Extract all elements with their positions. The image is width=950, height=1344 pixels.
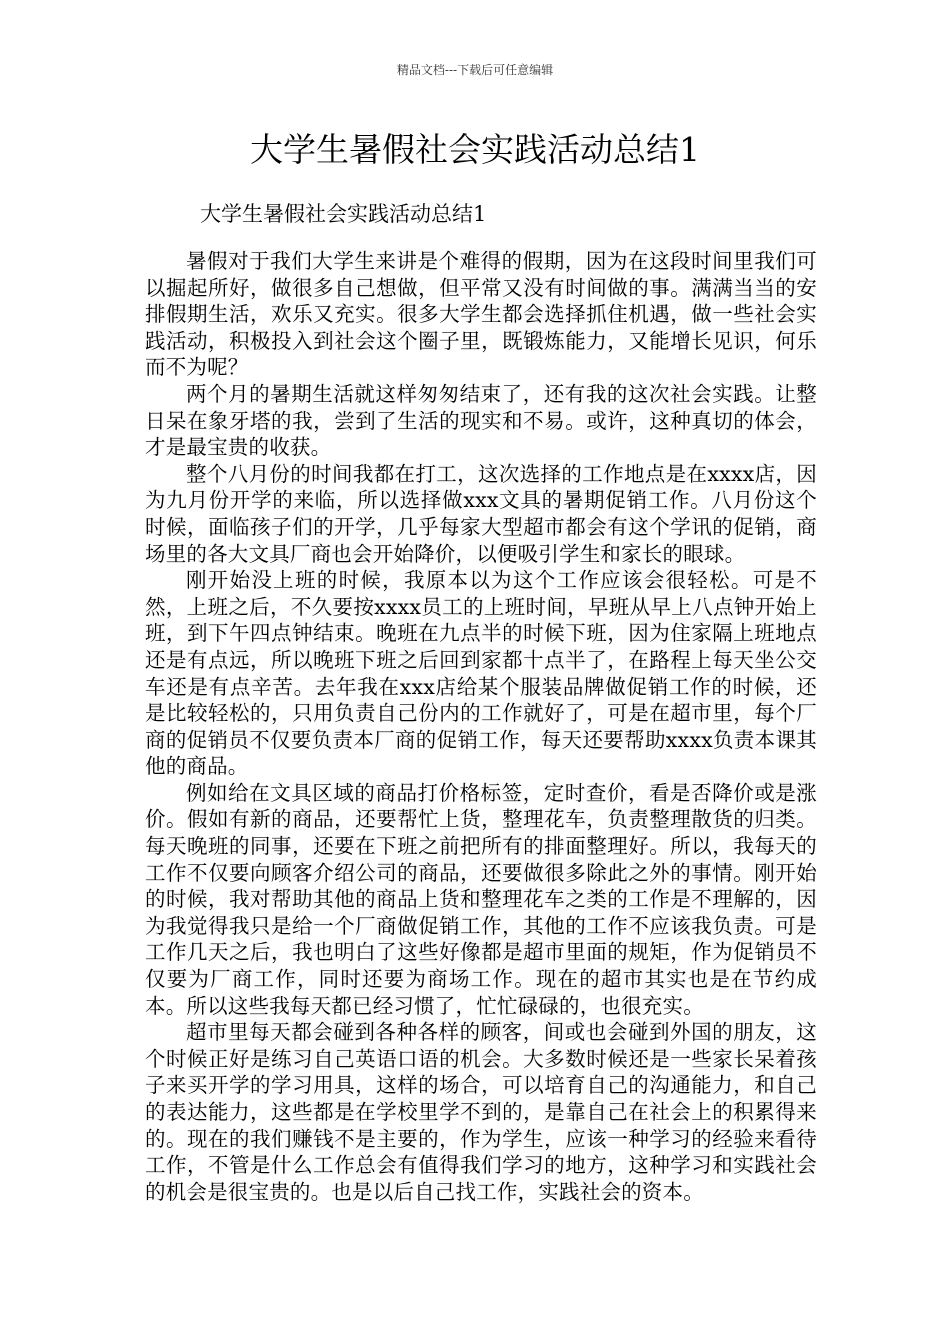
header-note: 精品文档---下载后可任意编辑 <box>396 63 554 77</box>
paragraph-5: 例如给在文具区域的商品打价格标签，定时查价，看是否降价或是涨价。假如有新的商品，还要帮忙上货，整理花车，负责整理散货的归类。每天晚班的同事，还要在下班之前把所有的排面整理好。所以，我每天的工作不仅要向顾客介绍公司的商品，还要做很多除此之外的事情。刚开始的时候，我对帮助其他的商品上货和整理花车之类的工作是不理解的，因为我觉得我只是给一个厂商做促销工作，其他的工作不应该我负责。可是工作几天之后，我也明白了这些好像都是超市里面的规矩，作为促销员不仅要为厂商工作，同时还要为商场工作。现在的超市其实也是在节约成本。所以这些我每天都已经习惯了，忙忙碌碌的，也很充实。 <box>145 780 817 1018</box>
paragraph-1: 暑假对于我们大学生来讲是个难得的假期，因为在这段时间里我们可以掘起所好，做很多自己想做，但平常又没有时间做的事。满满当当的安排假期生活，欢乐又充实。很多大学生都会选择抓住机遇，做一些社会实践活动，积极投入到社会这个圈子里，既锻炼能力，又能增长见识，何乐而不为呢？ <box>145 249 817 380</box>
paragraph-2: 两个月的暑期生活就这样匆匆结束了，还有我的这次社会实践。让整日呆在象牙塔的我，尝到了生活的现实和不易。或许，这种真切的体会，才是最宝贵的收获。 <box>145 381 817 460</box>
paragraph-3: 整个八月份的时间我都在打工，这次选择的工作地点是在xxxx店，因为九月份开学的来临，所以选择做xxx文具的暑期促销工作。八月份这个时候，面临孩子们的开学，几乎每家大型超市都会有这个学讯的促销，商场里的各大文具厂商也会开始降价，以便吸引学生和家长的眼球。 <box>145 461 817 566</box>
paragraph-6: 超市里每天都会碰到各种各样的顾客，间或也会碰到外国的朋友，这个时候正好是练习自己英语口语的机会。大多数时候还是一些家长呆着孩子来买开学的学习用具，这样的场合，可以培育自己的沟通能力，和自己的表达能力，这些都是在学校里学不到的，是靠自己在社会上的积累得来的。现在的我们赚钱不是主要的，作为学生，应该一种学习的经验来看待工作，不管是什么工作总会有值得我们学习的地方，这种学习和实践社会的机会是很宝贵的。也是以后自己找工作，实践社会的资本。 <box>145 1020 817 1204</box>
document-body <box>145 248 817 1205</box>
document-subtitle: 大学生暑假社会实践活动总结1 <box>200 202 487 226</box>
document-title: 大学生暑假社会实践活动总结1 <box>250 130 700 169</box>
paragraph-4: 刚开始没上班的时候，我原本以为这个工作应该会很轻松。可是不然，上班之后，不久要按xxxx员工的上班时间，早班从早上八点钟开始上班，到下午四点钟结束。晚班在九点半的时候下班，因为住家隔上班地点还是有点远，所以晚班下班之后回到家都十点半了，在路程上每天坐公交车还是有点辛苦。去年我在xxx店给某个服装品牌做促销工作的时候，还是比较轻松的，只用负责自己份内的工作就好了，可是在超市里，每个厂商的促销员不仅要负责本厂商的促销工作，每天还要帮助xxxx负责本课其他的商品。 <box>145 568 817 779</box>
